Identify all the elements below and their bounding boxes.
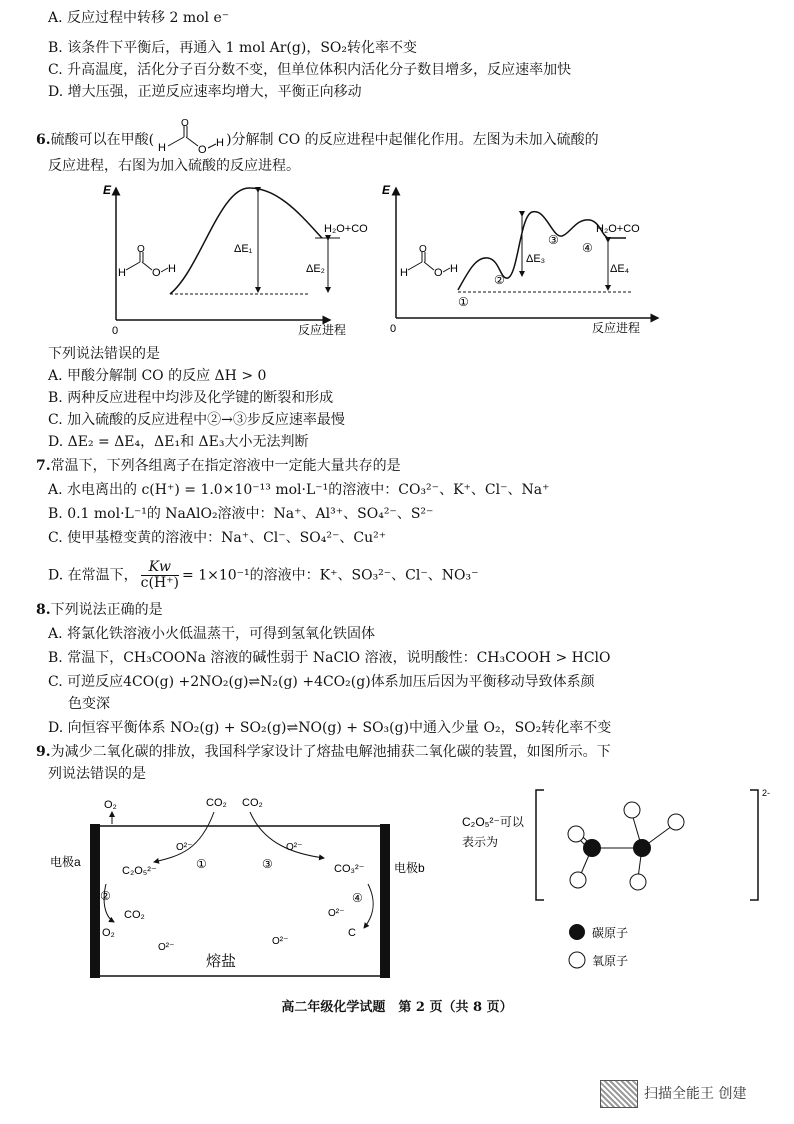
carbon-atom xyxy=(583,839,601,857)
oxygen-atom xyxy=(568,826,584,842)
oxygen-atom xyxy=(668,814,684,830)
carbon-atom xyxy=(633,839,651,857)
q7-option-d-pre: D. 在常温下， xyxy=(48,567,138,584)
q6-stem-part1: 硫酸可以在甲酸( xyxy=(50,132,155,148)
co3-label: CO₃²⁻ xyxy=(334,863,365,875)
right-energy-diagram xyxy=(382,183,658,335)
bracket-left xyxy=(536,790,544,900)
legend-oxygen-label: 氧原子 xyxy=(592,954,629,968)
electrode-b xyxy=(380,824,390,978)
q5-option-b: B. 该条件下平衡后，再通入 1 mol Ar(g)，SO₂转化率不变 xyxy=(48,40,417,56)
ion-label-1: C₂O₅²⁻可以 xyxy=(462,815,524,829)
legend-oxygen-swatch xyxy=(569,952,585,968)
qr-code-icon xyxy=(600,1080,638,1108)
right-atom-o: O xyxy=(434,267,443,279)
q5-option-d: D. 增大压强，正逆反应速率均增大，平衡正向移动 xyxy=(48,84,362,100)
q8-option-d: D. 向恒容平衡体系 NO₂(g) + SO₂(g)⇌NO(g) + SO₃(g)中通入少量 O₂，SO₂转化率不变 xyxy=(48,720,612,736)
q9-stem-line1: 为减少二氧化碳的排放，我国科学家设计了熔盐电解池捕获二氧化碳的装置，如图所示。下 xyxy=(50,744,611,760)
right-origin: 0 xyxy=(390,323,397,335)
legend-carbon-swatch xyxy=(569,924,585,940)
oxygen-atom xyxy=(624,802,640,818)
q6-option-d: D. ΔE₂ = ΔE₄，ΔE₁和 ΔE₃大小无法判断 xyxy=(48,434,309,450)
q8-option-a: A. 将氯化铁溶液小火低温蒸干，可得到氢氧化铁固体 xyxy=(48,626,376,642)
q5-option-a: A. 反应过程中转移 2 mol e⁻ xyxy=(48,10,230,26)
ion-label-2: 表示为 xyxy=(462,835,499,849)
o2-ion-4-label: O²⁻ xyxy=(158,942,175,953)
c-out-label: C xyxy=(348,927,356,939)
right-product-label: H₂O+CO xyxy=(596,223,640,235)
q7-option-d-post: = 1×10⁻¹的溶液中：K⁺、SO₃²⁻、Cl⁻、NO₃⁻ xyxy=(182,567,479,584)
page-footer: 高二年级化学试题 第 2 页（共 8 页） xyxy=(281,1000,513,1015)
q6-energy-diagrams xyxy=(100,180,700,340)
c2o5-label: C₂O₅²⁻ xyxy=(122,865,157,877)
atom-o-top: O xyxy=(181,118,189,129)
left-y-axis-label: E xyxy=(103,183,112,197)
q7-number: 7. xyxy=(36,458,51,474)
q6-option-b: B. 两种反应进程中均涉及化学键的断裂和形成 xyxy=(48,390,334,406)
step-2-marker: ② xyxy=(494,273,505,287)
electrode-b-label: 电极b xyxy=(394,861,425,875)
delta-e3-label: ΔE₃ xyxy=(526,253,546,265)
q7-option-c: C. 使甲基橙变黄的溶液中：Na⁺、Cl⁻、SO₄²⁻、Cu²⁺ xyxy=(48,530,387,546)
kw-numerator: Kw xyxy=(141,560,179,576)
delta-e4-label: ΔE₄ xyxy=(610,263,630,275)
delta-e1-label: ΔE₁ xyxy=(234,243,253,255)
q5-option-c: C. 升高温度，活化分子百分数不变，但单位体积内活化分子数目增多，反应速率加快 xyxy=(48,62,572,78)
q7-stem-text: 常温下，下列各组离子在指定溶液中一定能大量共存的是 xyxy=(50,458,401,474)
q7-option-a: A. 水电离出的 c(H⁺) = 1.0×10⁻¹³ mol·L⁻¹的溶液中：CO₃²⁻、K⁺、Cl⁻、Na⁺ xyxy=(48,482,550,498)
q8-option-c-cont: 色变深 xyxy=(68,696,110,712)
q9-electrolysis-diagram xyxy=(50,788,771,990)
right-y-axis-label: E xyxy=(382,183,391,197)
q8-option-c: C. 可逆反应4CO(g) +2NO₂(g)⇌N₂(g) +4CO₂(g)体系加压后因为平衡移动导致体系颜 xyxy=(48,674,595,690)
o2-ion-1-label: O²⁻ xyxy=(176,842,193,853)
o2-top-label: O₂ xyxy=(104,799,117,811)
left-atom-o-top: O xyxy=(137,244,145,255)
q6-option-c: C. 加入硫酸的反应进程中②→③步反应速率最慢 xyxy=(48,412,345,428)
step-4-marker: ④ xyxy=(582,241,593,255)
right-atom-h2: H xyxy=(450,263,458,275)
melt-label: 熔盐 xyxy=(206,953,237,970)
left-origin: 0 xyxy=(112,325,119,337)
kw-denominator: c(H⁺) xyxy=(140,575,180,591)
step-4-label: ④ xyxy=(352,891,363,905)
step-3-label: ③ xyxy=(262,857,273,871)
q6-stem-line2: 反应进程，右图为加入硫酸的反应进程。 xyxy=(48,158,300,174)
electrode-a-label: 电极a xyxy=(50,855,81,869)
step-1-marker: ① xyxy=(458,295,469,309)
left-product-label: H₂O+CO xyxy=(324,223,368,235)
formic-acid-inline-structure xyxy=(154,120,226,158)
o2-ion-5-label: O²⁻ xyxy=(272,936,289,947)
oxygen-atom xyxy=(630,874,646,890)
q8-stem xyxy=(36,600,163,620)
oxygen-atom xyxy=(570,872,586,888)
q6-stem xyxy=(36,120,599,158)
bracket-right xyxy=(750,790,758,900)
q6-question: 下列说法错误的是 xyxy=(48,346,160,362)
atom-h: H xyxy=(158,142,167,154)
co2-in-2-label: CO₂ xyxy=(242,797,263,809)
o2-out-label: O₂ xyxy=(102,927,115,939)
left-atom-h2: H xyxy=(168,263,176,275)
q8-number: 8. xyxy=(36,602,51,618)
co2-in-1-label: CO₂ xyxy=(206,797,227,809)
left-energy-curve xyxy=(170,188,322,294)
q9-stem-line2: 列说法错误的是 xyxy=(48,766,146,782)
atom-h2: H xyxy=(216,137,225,149)
atom-o: O xyxy=(198,144,207,156)
charge-label: 2- xyxy=(762,788,771,798)
right-atom-h: H xyxy=(400,267,408,279)
cell-outline xyxy=(94,826,384,976)
o2-ion-2-label: O²⁻ xyxy=(286,842,303,853)
q8-option-b: B. 常温下，CH₃COONa 溶液的碱性弱于 NaClO 溶液，说明酸性：CH₃COOH > HClO xyxy=(48,650,611,666)
kw-fraction xyxy=(141,560,179,591)
step-1-label: ① xyxy=(196,857,207,871)
q6-stem-part2: )分解制 CO 的反应进程中起催化作用。左图为未加入硫酸的 xyxy=(226,132,599,148)
q6-number: 6. xyxy=(36,132,51,148)
legend-carbon-label: 碳原子 xyxy=(592,926,629,940)
q8-stem-text: 下列说法正确的是 xyxy=(50,602,163,618)
scanner-watermark xyxy=(600,1080,770,1106)
q6-option-a: A. 甲酸分解制 CO 的反应 ΔH > 0 xyxy=(48,368,267,384)
q9-number: 9. xyxy=(36,744,51,760)
delta-e2-label: ΔE₂ xyxy=(306,263,325,275)
o2-ion-3-label: O²⁻ xyxy=(328,908,345,919)
q9-stem xyxy=(36,742,611,762)
watermark-text: 扫描全能王 创建 xyxy=(644,1086,747,1102)
step-2-label: ② xyxy=(100,889,111,903)
right-x-axis-label: 反应进程 xyxy=(592,321,641,335)
electrode-a xyxy=(90,824,100,978)
q7-option-b: B. 0.1 mol·L⁻¹的 NaAlO₂溶液中：Na⁺、Al³⁺、SO₄²⁻、S²⁻ xyxy=(48,506,434,522)
q7-option-d xyxy=(48,560,479,591)
q7-stem xyxy=(36,456,401,476)
left-energy-diagram xyxy=(103,183,368,337)
left-atom-h: H xyxy=(118,267,126,279)
left-x-axis-label: 反应进程 xyxy=(298,323,347,337)
right-atom-o-top: O xyxy=(419,244,427,255)
step-3-marker: ③ xyxy=(548,233,559,247)
left-atom-o: O xyxy=(152,267,161,279)
co2-out-label: CO₂ xyxy=(124,909,145,921)
ion-structure xyxy=(568,802,684,890)
